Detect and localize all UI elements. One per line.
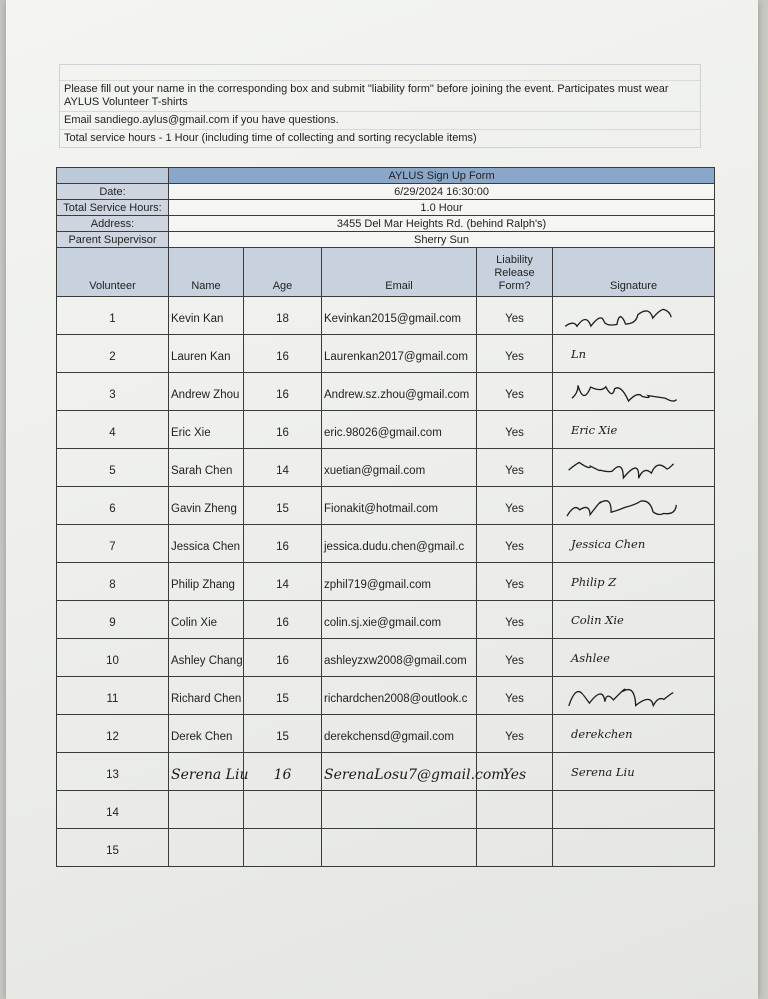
volunteer-email: richardchen2008@outlook.c <box>322 677 477 715</box>
volunteer-name: Derek Chen <box>169 715 244 753</box>
form-title-row <box>57 168 715 184</box>
volunteer-name <box>169 829 244 867</box>
info-row <box>57 200 715 216</box>
volunteer-email <box>322 791 477 829</box>
volunteer-email: ashleyzxw2008@gmail.com <box>322 639 477 677</box>
volunteer-name: Kevin Kan <box>169 297 244 335</box>
title-blank-cell <box>57 168 169 184</box>
form-title: AYLUS Sign Up Form <box>169 168 715 184</box>
handwritten-signature: Jessica Chen <box>571 536 646 551</box>
signature-cell <box>553 525 715 563</box>
header-age: Age <box>244 248 322 297</box>
volunteer-row <box>57 525 715 563</box>
liability-status: Yes <box>477 715 553 753</box>
volunteer-name: Andrew Zhou <box>169 373 244 411</box>
volunteer-row <box>57 411 715 449</box>
liability-status: Yes <box>477 297 553 335</box>
volunteer-number: 10 <box>57 639 169 677</box>
liability-status: Yes <box>477 677 553 715</box>
volunteer-number: 3 <box>57 373 169 411</box>
info-label: Parent Supervisor <box>57 232 169 248</box>
volunteer-row <box>57 373 715 411</box>
volunteer-email: Kevinkan2015@gmail.com <box>322 297 477 335</box>
handwritten-signature: Philip Z <box>571 574 617 589</box>
volunteer-email: derekchensd@gmail.com <box>322 715 477 753</box>
header-liability: Liability Release Form? <box>477 248 553 297</box>
volunteer-age: 16 <box>244 753 322 791</box>
signature-cell <box>553 449 715 487</box>
volunteer-name: Ashley Chang <box>169 639 244 677</box>
volunteer-age: 16 <box>244 373 322 411</box>
info-label: Total Service Hours: <box>57 200 169 216</box>
volunteer-age: 16 <box>244 335 322 373</box>
volunteer-number: 13 <box>57 753 169 791</box>
volunteer-name: Gavin Zheng <box>169 487 244 525</box>
volunteer-name: Richard Chen <box>169 677 244 715</box>
signature-scribble <box>555 299 685 333</box>
instructions-line-2: Email sandiego.aylus@gmail.com if you have questions. <box>60 112 700 130</box>
signature-scribble <box>555 451 685 485</box>
volunteer-email: xuetian@gmail.com <box>322 449 477 487</box>
volunteer-name <box>169 791 244 829</box>
handwritten-signature: Ln <box>571 346 587 361</box>
liability-status: Yes <box>477 525 553 563</box>
signature-cell <box>553 715 715 753</box>
liability-status: Yes <box>477 639 553 677</box>
signature-scribble <box>555 489 685 523</box>
liability-status <box>477 829 553 867</box>
volunteer-age: 14 <box>244 449 322 487</box>
volunteer-row <box>57 563 715 601</box>
volunteer-age: 16 <box>244 639 322 677</box>
volunteer-number: 8 <box>57 563 169 601</box>
signature-cell <box>553 487 715 525</box>
signature-cell <box>553 677 715 715</box>
volunteer-email: colin.sj.xie@gmail.com <box>322 601 477 639</box>
signature-cell <box>553 601 715 639</box>
volunteer-age: 15 <box>244 487 322 525</box>
signature-scribble <box>555 679 685 713</box>
volunteer-name: Jessica Chen <box>169 525 244 563</box>
info-label: Address: <box>57 216 169 232</box>
info-value: 3455 Del Mar Heights Rd. (behind Ralph's) <box>169 216 715 232</box>
volunteer-number: 2 <box>57 335 169 373</box>
volunteer-email: zphil719@gmail.com <box>322 563 477 601</box>
signature-cell <box>553 373 715 411</box>
volunteer-email <box>322 829 477 867</box>
handwritten-signature: Colin Xie <box>571 612 624 627</box>
volunteer-number: 12 <box>57 715 169 753</box>
signature-cell <box>553 829 715 867</box>
info-row <box>57 232 715 248</box>
volunteer-email: Laurenkan2017@gmail.com <box>322 335 477 373</box>
volunteer-number: 9 <box>57 601 169 639</box>
volunteer-name: Colin Xie <box>169 601 244 639</box>
volunteer-number: 5 <box>57 449 169 487</box>
volunteer-name: Lauren Kan <box>169 335 244 373</box>
volunteer-row <box>57 601 715 639</box>
liability-status: Yes <box>477 563 553 601</box>
signature-cell <box>553 563 715 601</box>
volunteer-email: Andrew.sz.zhou@gmail.com <box>322 373 477 411</box>
volunteer-age <box>244 829 322 867</box>
volunteer-row <box>57 791 715 829</box>
liability-status: Yes <box>477 411 553 449</box>
volunteer-number: 11 <box>57 677 169 715</box>
liability-status: Yes <box>477 449 553 487</box>
liability-status: Yes <box>477 487 553 525</box>
signature-cell <box>553 411 715 449</box>
liability-status: Yes <box>477 753 553 791</box>
signature-scribble <box>555 375 685 409</box>
info-value: 1.0 Hour <box>169 200 715 216</box>
instructions-line-3: Total service hours - 1 Hour (including time of collecting and sorting recyclable items) <box>64 132 477 144</box>
volunteer-row <box>57 487 715 525</box>
volunteer-age: 14 <box>244 563 322 601</box>
handwritten-signature: Ashlee <box>571 650 610 665</box>
signature-cell <box>553 297 715 335</box>
volunteer-name: Sarah Chen <box>169 449 244 487</box>
handwritten-signature: derekchen <box>571 726 633 741</box>
liability-status <box>477 791 553 829</box>
volunteer-row <box>57 677 715 715</box>
signup-form-table <box>56 167 715 867</box>
volunteer-age: 16 <box>244 525 322 563</box>
instructions-blank-row <box>60 65 700 81</box>
header-email: Email <box>322 248 477 297</box>
volunteer-number: 14 <box>57 791 169 829</box>
instructions-box <box>59 64 701 148</box>
volunteer-email: jessica.dudu.chen@gmail.c <box>322 525 477 563</box>
header-volunteer: Volunteer <box>57 248 169 297</box>
volunteer-row <box>57 715 715 753</box>
volunteer-name: Philip Zhang <box>169 563 244 601</box>
info-row <box>57 216 715 232</box>
handwritten-signature: Serena Liu <box>571 764 635 779</box>
volunteer-row <box>57 829 715 867</box>
signature-cell <box>553 791 715 829</box>
instructions-line-1: Please fill out your name in the corresponding box and submit "liability form" before joining the event. Participates must wear AYLUS Volunteer T-shirts <box>60 81 700 112</box>
signature-cell <box>553 335 715 373</box>
volunteer-age <box>244 791 322 829</box>
info-label: Date: <box>57 184 169 200</box>
volunteer-row <box>57 335 715 373</box>
volunteer-age: 15 <box>244 677 322 715</box>
volunteer-number: 4 <box>57 411 169 449</box>
volunteer-row <box>57 297 715 335</box>
volunteer-name: Serena Liu <box>169 753 244 791</box>
liability-status: Yes <box>477 601 553 639</box>
info-value: Sherry Sun <box>169 232 715 248</box>
volunteer-row <box>57 449 715 487</box>
liability-status: Yes <box>477 335 553 373</box>
volunteer-age: 15 <box>244 715 322 753</box>
handwritten-signature: Eric Xie <box>571 422 618 437</box>
volunteer-email: eric.98026@gmail.com <box>322 411 477 449</box>
header-signature: Signature <box>553 248 715 297</box>
info-row <box>57 184 715 200</box>
header-name: Name <box>169 248 244 297</box>
signature-cell <box>553 753 715 791</box>
volunteer-number: 15 <box>57 829 169 867</box>
volunteer-age: 18 <box>244 297 322 335</box>
volunteer-number: 6 <box>57 487 169 525</box>
volunteer-number: 7 <box>57 525 169 563</box>
volunteer-age: 16 <box>244 411 322 449</box>
volunteer-email: SerenaLosu7@gmail.com <box>322 753 477 791</box>
volunteer-row <box>57 753 715 791</box>
volunteer-row <box>57 639 715 677</box>
info-value: 6/29/2024 16:30:00 <box>169 184 715 200</box>
column-header-row <box>57 248 715 297</box>
volunteer-number: 1 <box>57 297 169 335</box>
volunteer-name: Eric Xie <box>169 411 244 449</box>
liability-status: Yes <box>477 373 553 411</box>
volunteer-email: Fionakit@hotmail.com <box>322 487 477 525</box>
volunteer-age: 16 <box>244 601 322 639</box>
signature-cell <box>553 639 715 677</box>
